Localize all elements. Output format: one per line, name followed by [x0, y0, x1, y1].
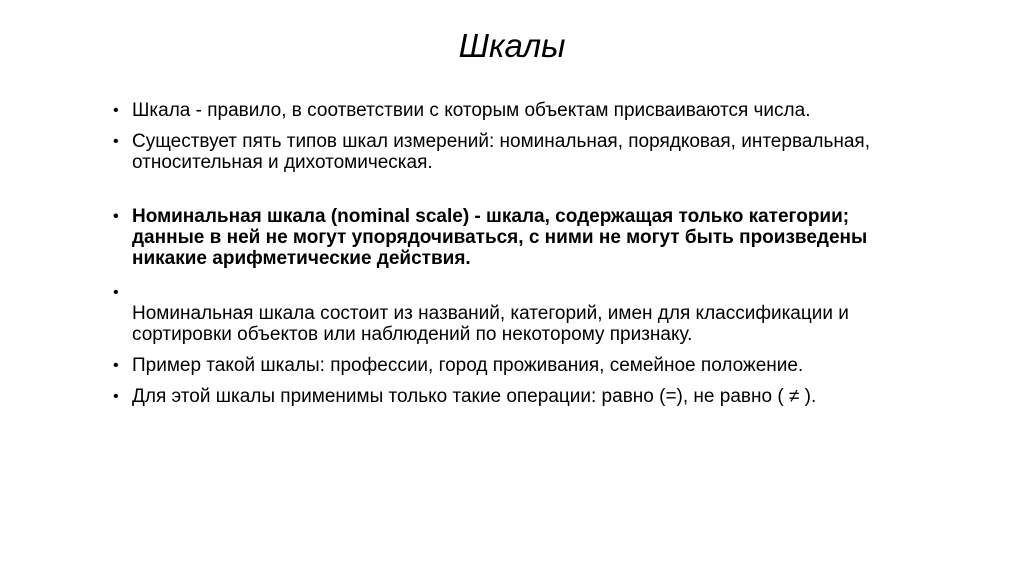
bullet-item-scale-definition — [113, 100, 893, 121]
bullet-text: Существует пять типов шкал измерений: номинальная, порядковая, интервальная, относительная и дихотомическая. — [132, 131, 871, 173]
bullet-icon: • — [113, 357, 119, 374]
bullet-item-nominal-definition — [113, 206, 893, 269]
bullet-item-example — [113, 355, 893, 376]
bullet-item-operations — [113, 386, 893, 407]
bullet-text: Номинальная шкала (nominal scale) - шкала, содержащая только категории; данные в ней не могут упорядочиваться, с ними не могут быть произведены никакие арифметические действия. — [132, 206, 868, 269]
bullet-icon: • — [113, 284, 119, 301]
slide-title: Шкалы — [458, 27, 566, 64]
bullet-text: Шкала - правило, в соответствии с которым объектам присваиваются числа. — [132, 100, 811, 121]
bullet-icon: • — [113, 102, 119, 119]
bullet-icon: • — [113, 133, 119, 150]
bullet-text: Для этой шкалы применимы только такие операции: равно (=), не равно ( ≠ ). — [132, 386, 817, 407]
bullet-text: Пример такой шкалы: профессии, город проживания, семейное положение. — [132, 355, 804, 376]
bullet-item-scale-types — [113, 131, 893, 173]
blank-line — [132, 282, 893, 303]
bullet-text: Номинальная шкала состоит из названий, категорий, имен для классификации и сортировки объектов или наблюдений по некоторому признаку. — [132, 303, 849, 345]
bullet-icon: • — [113, 388, 119, 405]
bullet-item-nominal-composition — [113, 282, 893, 345]
bullet-icon: • — [113, 208, 119, 225]
bullet-list — [113, 100, 893, 407]
